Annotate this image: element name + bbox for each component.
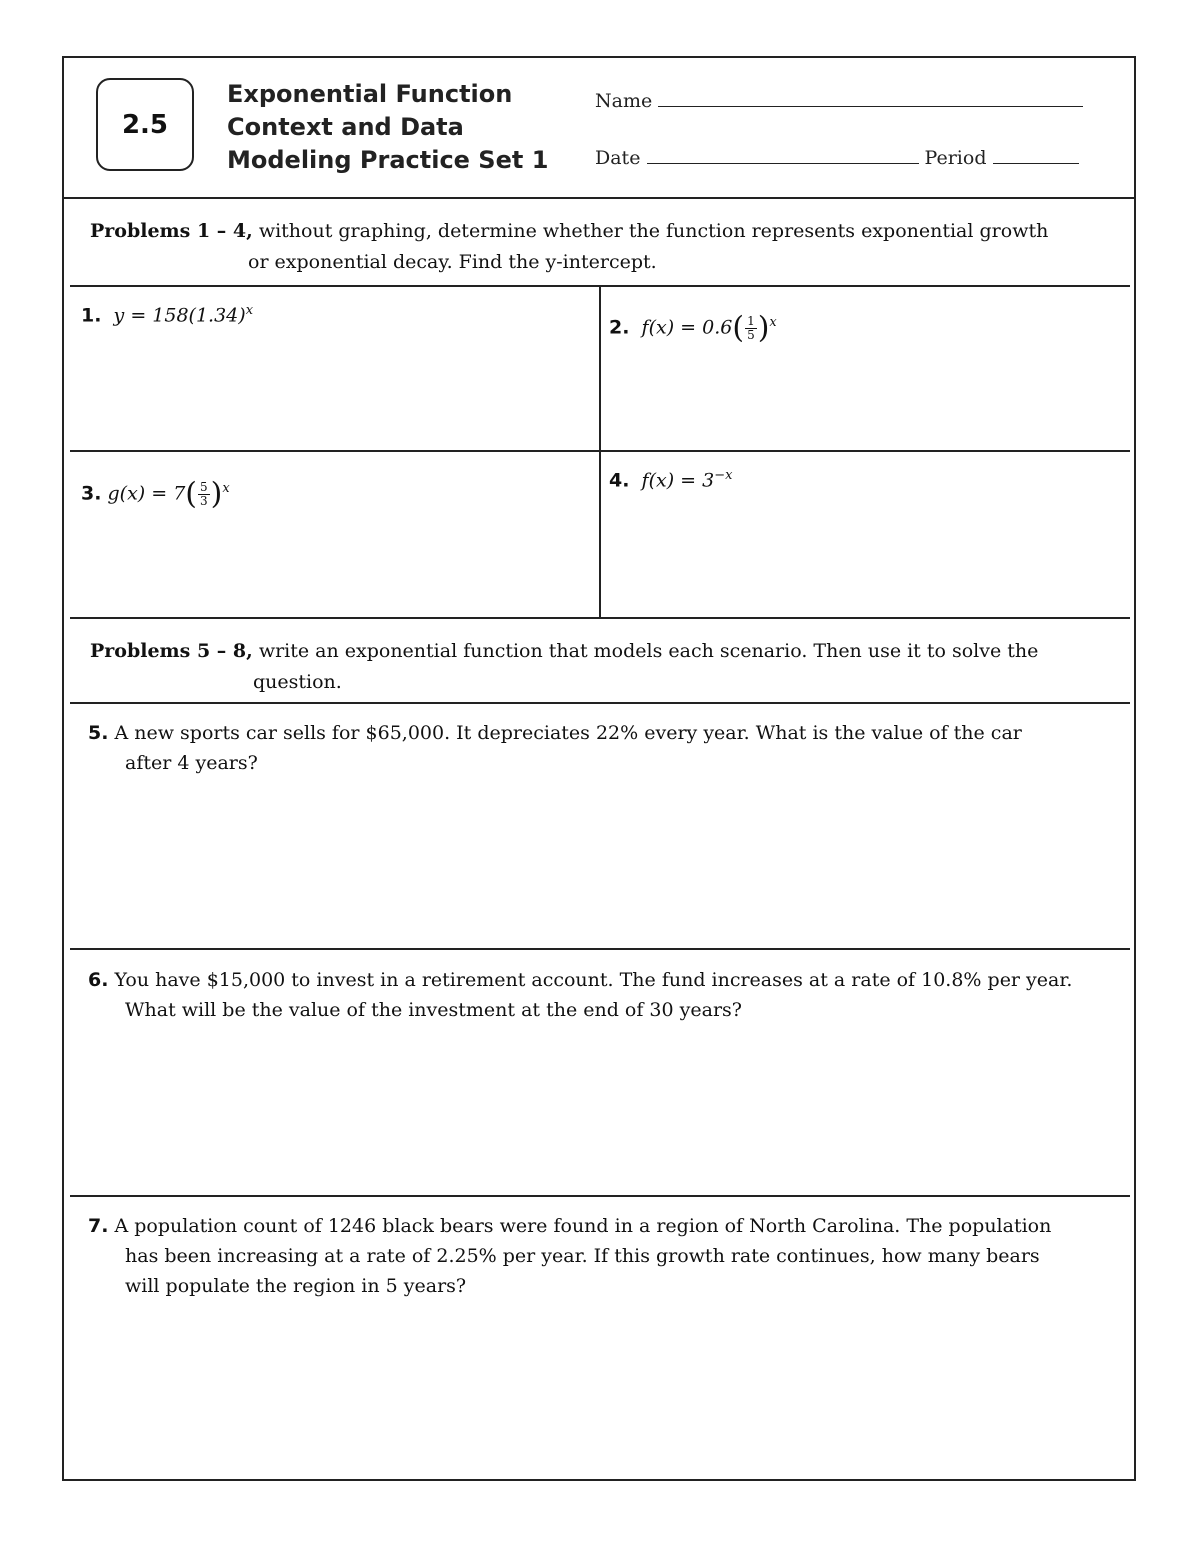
problem-7-line3: will populate the region in 5 years? bbox=[125, 1275, 467, 1297]
problem-4-exponent: −x bbox=[714, 468, 733, 483]
problem-6-number: 6. bbox=[88, 969, 109, 991]
problem-7-line1: A population count of 1246 black bears were found in a region of North Carolina. The population bbox=[114, 1215, 1052, 1237]
problem-2-numerator: 1 bbox=[747, 313, 755, 328]
section2-heading: Problems 5 – 8, bbox=[90, 640, 253, 662]
problem-3-denominator: 3 bbox=[200, 493, 208, 508]
date-field[interactable] bbox=[595, 145, 1079, 169]
section2-instructions bbox=[90, 636, 1038, 698]
name-blank[interactable] bbox=[658, 88, 1083, 107]
problem-4-number: 4. bbox=[609, 469, 630, 492]
header-divider bbox=[62, 197, 1136, 199]
grid-middle-line bbox=[70, 450, 1130, 452]
section1-instruction-line2: or exponential decay. Find the y-intercept. bbox=[248, 251, 657, 273]
problem-5 bbox=[88, 718, 1022, 778]
problem-1 bbox=[81, 296, 253, 330]
problem-3-numerator: 5 bbox=[200, 479, 208, 494]
problem-6-line2: What will be the value of the investment at the end of 30 years? bbox=[125, 999, 742, 1021]
problem-5-divider bbox=[70, 948, 1130, 950]
problem-1-exponent: x bbox=[245, 303, 254, 318]
section2-instruction-line2: question. bbox=[253, 671, 342, 693]
worksheet-title bbox=[227, 78, 548, 177]
section1-heading: Problems 1 – 4, bbox=[90, 220, 253, 242]
period-blank[interactable] bbox=[993, 145, 1079, 164]
problem-3-number: 3. bbox=[81, 482, 102, 505]
problem-2-equation: f(x) = 0.6 bbox=[641, 316, 733, 339]
problem-7 bbox=[88, 1211, 1051, 1301]
problem-7-line2: has been increasing at a rate of 2.25% per year. If this growth rate continues, how many bears bbox=[125, 1245, 1040, 1267]
problem-6-divider bbox=[70, 1195, 1130, 1197]
grid-bottom-line bbox=[70, 617, 1130, 619]
problem-3: 3. g(x) = 7( $\frac{5}{3}$ )$^x$ bbox=[81, 476, 230, 512]
problem-2-number: 2. bbox=[609, 316, 630, 339]
problem-3-exponent: x bbox=[222, 481, 230, 496]
problem-4-equation: f(x) = 3 bbox=[641, 469, 715, 492]
title-line-1: Exponential Function bbox=[227, 80, 513, 108]
title-line-2: Context and Data bbox=[227, 113, 464, 141]
name-label: Name bbox=[595, 90, 653, 112]
problem-5-line2: after 4 years? bbox=[125, 752, 258, 774]
problem-3-fraction bbox=[198, 481, 210, 508]
problem-2-denominator: 5 bbox=[747, 327, 755, 342]
problem-6 bbox=[88, 965, 1072, 1025]
date-label: Date bbox=[595, 147, 641, 169]
problem-3-equation: g(x) = 7 bbox=[107, 482, 186, 505]
problem-1-equation: y = 158(1.34) bbox=[113, 304, 246, 327]
section1-instructions bbox=[90, 216, 1048, 278]
problem-6-line1: You have $15,000 to invest in a retirement account. The fund increases at a rate of 10.8% per year. bbox=[114, 969, 1073, 991]
lesson-number-badge bbox=[96, 78, 194, 171]
title-line-3: Modeling Practice Set 1 bbox=[227, 146, 549, 174]
problem-4 bbox=[609, 461, 732, 495]
problem-2: 2. f(x) = 0.6( $\frac{1}{5}$ )$^x$ bbox=[609, 310, 777, 346]
date-blank[interactable] bbox=[647, 145, 919, 164]
name-field[interactable] bbox=[595, 88, 1083, 112]
problem-2-fraction bbox=[745, 315, 757, 342]
problem-7-number: 7. bbox=[88, 1215, 109, 1237]
problem-1-number: 1. bbox=[81, 304, 102, 327]
section2-top-line bbox=[70, 702, 1130, 704]
section1-instruction-line1: without graphing, determine whether the function represents exponential growth bbox=[258, 220, 1049, 242]
period-label: Period bbox=[924, 147, 987, 169]
problem-2-exponent: x bbox=[769, 315, 777, 330]
problem-5-line1: A new sports car sells for $65,000. It depreciates 22% every year. What is the value of the car bbox=[114, 722, 1022, 744]
problem-5-number: 5. bbox=[88, 722, 109, 744]
lesson-number: 2.5 bbox=[121, 109, 169, 140]
section2-instruction-line1: write an exponential function that models each scenario. Then use it to solve the bbox=[258, 640, 1039, 662]
